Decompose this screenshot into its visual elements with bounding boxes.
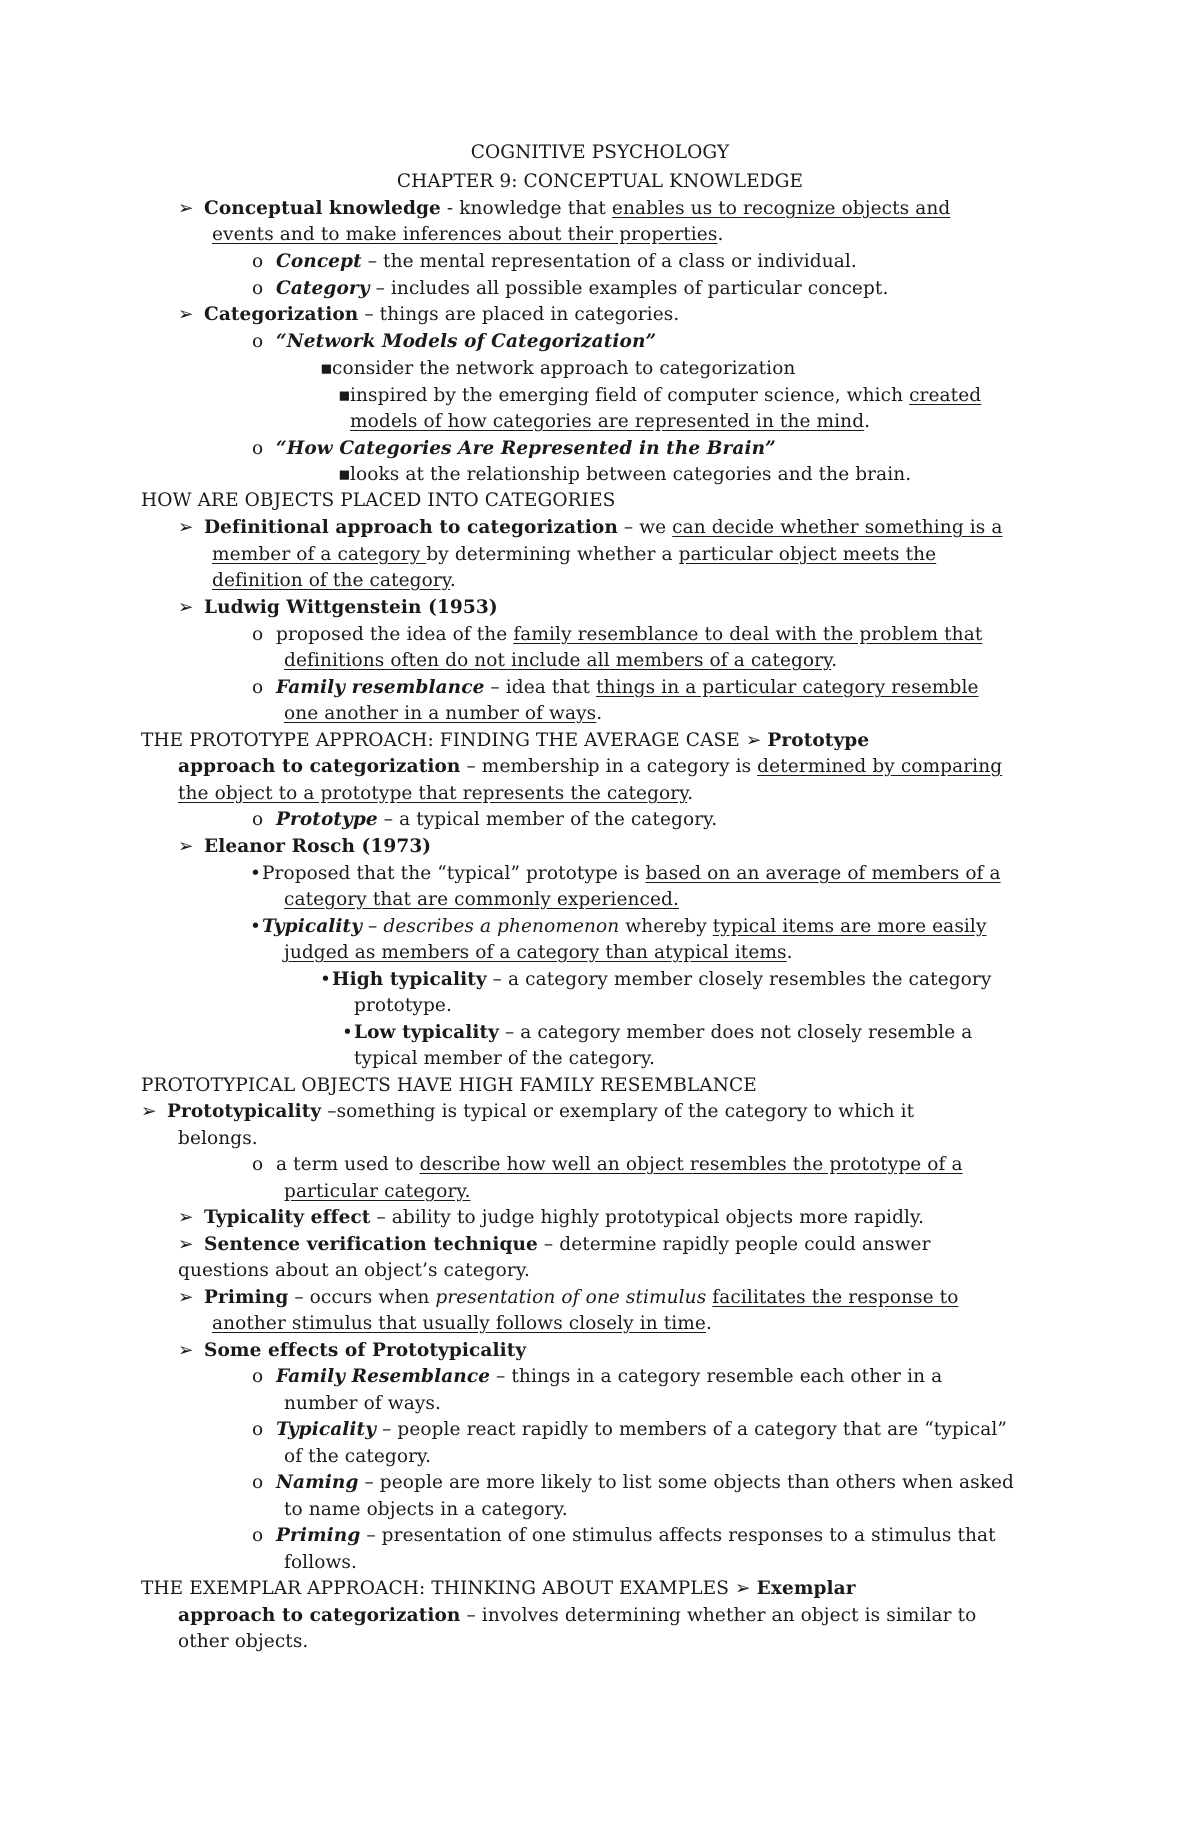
text-line: typical member of the category. [354, 1048, 655, 1069]
chapter-title: CHAPTER 9: CONCEPTUAL KNOWLEDGE [396, 171, 804, 192]
bullet-some-effects: ➢ Some effects of Prototypicality [178, 1340, 527, 1361]
dot-bullet-item: •Proposed that the “typical” prototype is based on an average of members of a [250, 863, 1001, 884]
arrow-bullet-icon: ➢ [141, 1101, 157, 1122]
circle-bullet-icon: o [252, 809, 264, 830]
sub-bullet-prototype: o Prototype – a typical member of the category. [252, 809, 718, 830]
bullet-categorization: ➢ Categorization – things are placed in categories. [178, 304, 680, 325]
bullet-definitional: ➢ Definitional approach to categorization – we can decide whether something is a [178, 517, 1003, 538]
bullet-priming: ➢ Priming – occurs when presentation of one stimulus facilitates the response to [178, 1287, 959, 1308]
text-line: belongs. [178, 1128, 258, 1149]
sub-bullet-item: o a term used to describe how well an object resembles the prototype of a [252, 1154, 963, 1175]
arrow-bullet-icon: ➢ [178, 198, 194, 219]
arrow-bullet-icon: ➢ [178, 517, 194, 538]
text-line: another stimulus that usually follows closely in time. [212, 1313, 712, 1334]
square-bullet-icon: ▪ [320, 358, 333, 379]
dot-bullet-icon: • [320, 969, 332, 990]
arrow-bullet-icon: ➢ [178, 1234, 194, 1255]
circle-bullet-icon: o [252, 438, 264, 459]
arrow-bullet-icon: ➢ [745, 730, 762, 751]
text-line: models of how categories are represented in the mind. [350, 411, 871, 432]
sub-bullet-category: o Category – includes all possible examples of particular concept. [252, 278, 889, 299]
text-line: particular category. [284, 1181, 471, 1202]
square-bullet-item: ▪looks at the relationship between categories and the brain. [338, 464, 912, 485]
text-line: prototype. [354, 995, 452, 1016]
sub-bullet-brain: o “How Categories Are Represented in the Brain” [252, 438, 776, 459]
text-line: member of a category by determining whether a particular object meets the [212, 544, 937, 565]
bullet-conceptual-knowledge: ➢ Conceptual knowledge - knowledge that enables us to recognize objects and [178, 198, 951, 219]
text-line: other objects. [178, 1631, 309, 1652]
circle-bullet-icon: o [252, 251, 264, 272]
section-heading: HOW ARE OBJECTS PLACED INTO CATEGORIES [141, 490, 616, 511]
arrow-bullet-icon: ➢ [178, 304, 194, 325]
circle-bullet-icon: o [252, 1472, 264, 1493]
text-line: approach to categorization – membership in a category is determined by comparing [178, 756, 1003, 777]
text-line: approach to categorization – involves determining whether an object is similar to [178, 1605, 977, 1626]
bullet-wittgenstein: ➢ Ludwig Wittgenstein (1953) [178, 597, 498, 618]
sub-bullet-priming: o Priming – presentation of one stimulus affects responses to a stimulus that [252, 1525, 996, 1546]
text-line: of the category. [284, 1446, 432, 1467]
sub-bullet-family-resemblance: o Family Resemblance – things in a category resemble each other in a [252, 1366, 943, 1387]
text-line: category that are commonly experienced. [284, 889, 679, 910]
sub-bullet-family-resemblance: o Family resemblance – idea that things in a particular category resemble [252, 677, 979, 698]
text-line: one another in a number of ways. [284, 703, 603, 724]
dot-bullet-typicality: •Typicality – describes a phenomenon whereby typical items are more easily [250, 916, 987, 937]
text-line: events and to make inferences about their properties. [212, 224, 724, 245]
text-line: the object to a prototype that represents the category. [178, 783, 694, 804]
text-line: judged as members of a category than atypical items. [284, 942, 793, 963]
sub-bullet-naming: o Naming – people are more likely to list some objects than others when asked [252, 1472, 1015, 1493]
bullet-sentence-verification: ➢ Sentence verification technique – determine rapidly people could answer [178, 1234, 931, 1255]
circle-bullet-icon: o [252, 278, 264, 299]
arrow-bullet-icon: ➢ [178, 836, 194, 857]
square-bullet-item: ▪consider the network approach to categorization [320, 358, 796, 379]
square-bullet-icon: ▪ [338, 385, 351, 406]
section-heading: THE EXEMPLAR APPROACH: THINKING ABOUT EXAMPLES ➢ Exemplar [141, 1578, 856, 1599]
circle-bullet-icon: o [252, 624, 264, 645]
arrow-bullet-icon: ➢ [178, 1207, 194, 1228]
section-heading: THE PROTOTYPE APPROACH: FINDING THE AVERAGE CASE ➢ Prototype [141, 730, 870, 751]
bullet-typicality-effect: ➢ Typicality effect – ability to judge highly prototypical objects more rapidly. [178, 1207, 925, 1228]
circle-bullet-icon: o [252, 677, 264, 698]
sub-bullet-concept: o Concept – the mental representation of a class or individual. [252, 251, 857, 272]
arrow-bullet-icon: ➢ [735, 1578, 751, 1599]
sub-bullet-network-models: o “Network Models of Categorization” [252, 331, 657, 352]
bullet-rosch: ➢ Eleanor Rosch (1973) [178, 836, 432, 857]
bullet-prototypicality: ➢ Prototypicality –something is typical or exemplary of the category to which it [141, 1101, 915, 1122]
text-line: definition of the category. [212, 570, 456, 591]
text-line: to name objects in a category. [284, 1499, 568, 1520]
text-line: number of ways. [284, 1393, 441, 1414]
circle-bullet-icon: o [252, 331, 264, 352]
circle-bullet-icon: o [252, 1525, 264, 1546]
sub-bullet-item: o proposed the idea of the family resemblance to deal with the problem that [252, 624, 983, 645]
sub-bullet-typicality: o Typicality – people react rapidly to members of a category that are “typical” [252, 1419, 1007, 1440]
dot-bullet-icon: • [250, 863, 262, 884]
document-title: COGNITIVE PSYCHOLOGY [470, 142, 730, 163]
section-heading: PROTOTYPICAL OBJECTS HAVE HIGH FAMILY RESEMBLANCE [141, 1075, 757, 1096]
circle-bullet-icon: o [252, 1366, 264, 1387]
dot-bullet-icon: • [250, 916, 262, 937]
square-bullet-item: ▪inspired by the emerging field of computer science, which created [338, 385, 982, 406]
text-line: definitions often do not include all members of a category. [284, 650, 838, 671]
text-line: follows. [284, 1552, 357, 1573]
circle-bullet-icon: o [252, 1154, 264, 1175]
arrow-bullet-icon: ➢ [178, 597, 194, 618]
circle-bullet-icon: o [252, 1419, 264, 1440]
dot-bullet-icon: • [342, 1022, 354, 1043]
text-line: questions about an object’s category. [178, 1260, 530, 1281]
arrow-bullet-icon: ➢ [178, 1287, 194, 1308]
arrow-bullet-icon: ➢ [178, 1340, 194, 1361]
dot-bullet-high-typicality: •High typicality – a category member closely resembles the category [320, 969, 992, 990]
square-bullet-icon: ▪ [338, 464, 351, 485]
dot-bullet-low-typicality: •Low typicality – a category member does not closely resemble a [342, 1022, 973, 1043]
